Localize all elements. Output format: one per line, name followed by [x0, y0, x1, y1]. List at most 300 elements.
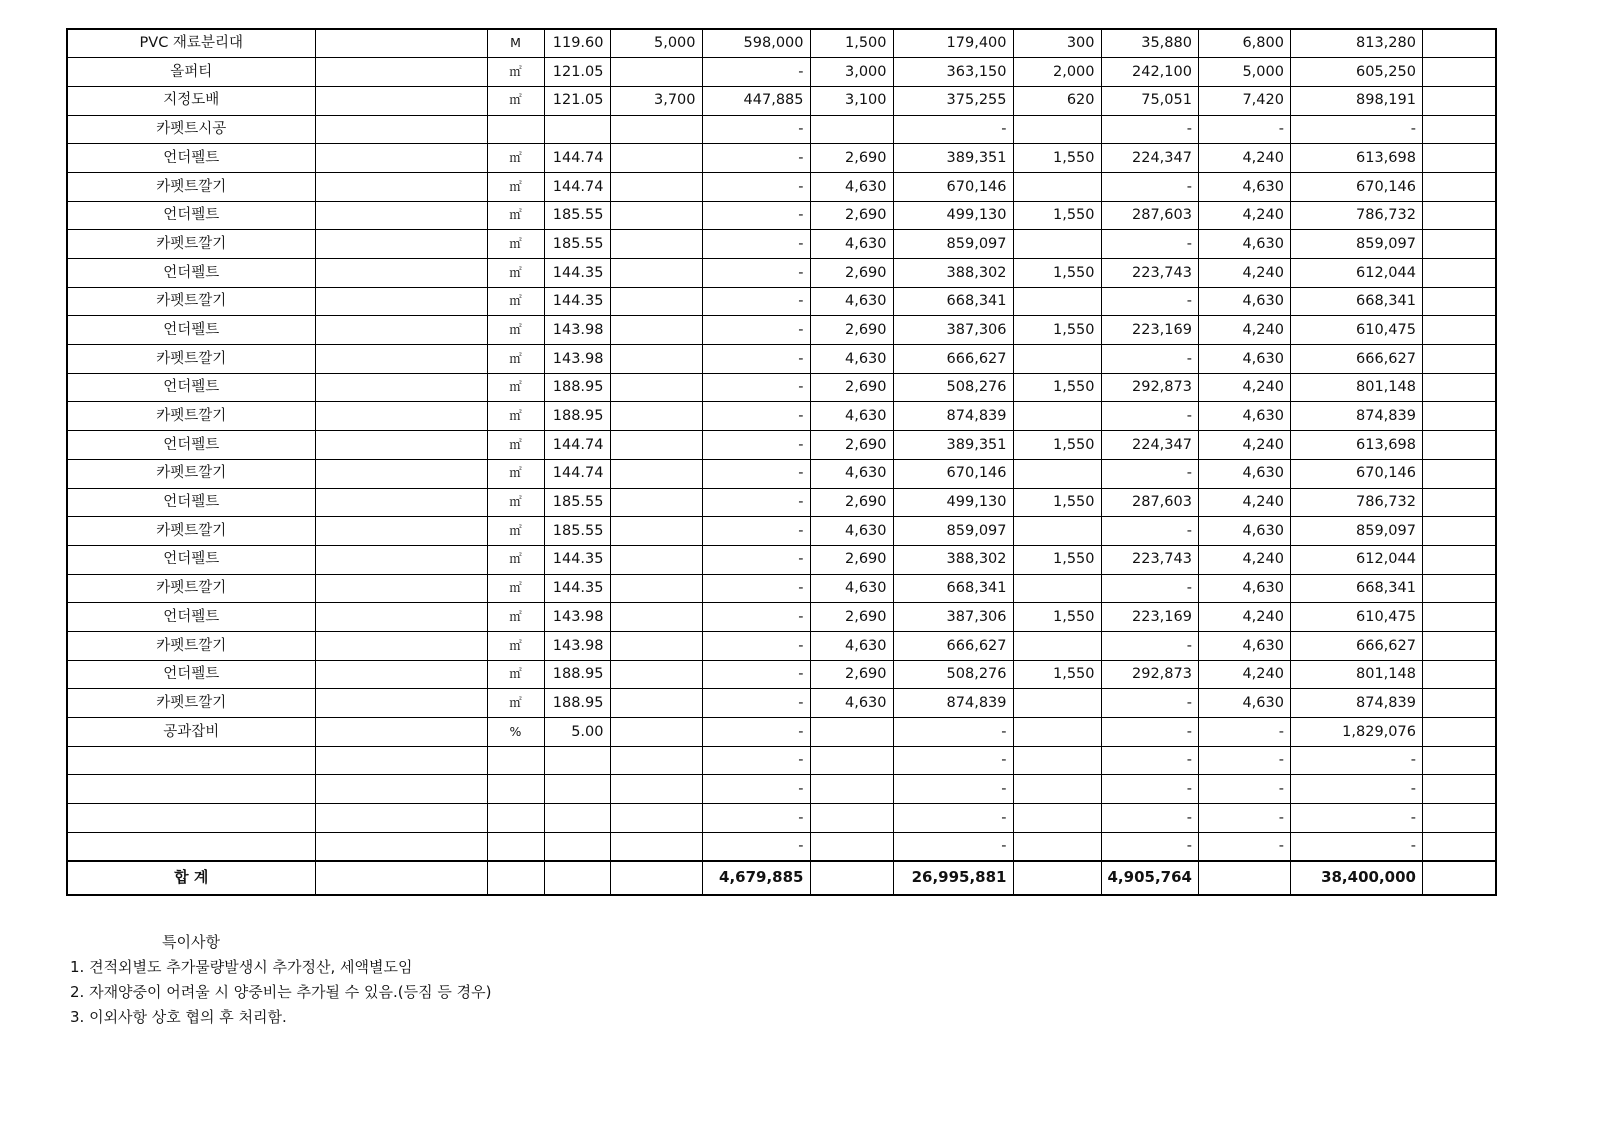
cell-exp-amount: -: [1101, 775, 1198, 804]
cell-total-price: 4,630: [1198, 287, 1290, 316]
cell-lab-price: 4,630: [810, 402, 893, 431]
cell-total-amount: 786,732: [1290, 488, 1422, 517]
cell-exp-amount: -: [1101, 574, 1198, 603]
cell-lab-price: 2,690: [810, 316, 893, 345]
cell-lab-amount: 859,097: [893, 517, 1013, 546]
cell-name: 언더펠트: [67, 660, 315, 689]
cell-unit: [487, 775, 544, 804]
cell-total-amount: -: [1290, 746, 1422, 775]
table-row: [67, 488, 1496, 517]
cell-lab-amount: 668,341: [893, 287, 1013, 316]
cell-mat-price: [610, 804, 702, 833]
cell-total-price: 6,800: [1198, 29, 1290, 58]
table-row: [67, 402, 1496, 431]
cell-exp-price: [1013, 746, 1101, 775]
total-total-price: [1198, 861, 1290, 895]
cell-total-price: 4,240: [1198, 201, 1290, 230]
cell-note: [1422, 201, 1496, 230]
cell-exp-amount: 292,873: [1101, 660, 1198, 689]
cell-note: [1422, 316, 1496, 345]
cell-note: [1422, 545, 1496, 574]
cell-exp-price: 2,000: [1013, 58, 1101, 87]
cell-name: [67, 775, 315, 804]
estimate-table: [66, 28, 1497, 896]
cell-exp-price: [1013, 718, 1101, 747]
cell-note: [1422, 172, 1496, 201]
cell-mat-amount: -: [702, 115, 810, 144]
cell-qty: 143.98: [544, 603, 610, 632]
cell-total-price: 4,240: [1198, 603, 1290, 632]
cell-qty: 144.74: [544, 431, 610, 460]
cell-total-price: 7,420: [1198, 86, 1290, 115]
cell-exp-amount: -: [1101, 172, 1198, 201]
cell-spec: [315, 402, 487, 431]
cell-total-amount: 668,341: [1290, 287, 1422, 316]
cell-mat-price: [610, 115, 702, 144]
cell-exp-amount: 223,169: [1101, 603, 1198, 632]
cell-note: [1422, 230, 1496, 259]
cell-unit: ㎡: [487, 660, 544, 689]
cell-qty: [544, 115, 610, 144]
cell-note: [1422, 373, 1496, 402]
cell-exp-amount: 223,743: [1101, 259, 1198, 288]
cell-lab-price: 2,690: [810, 144, 893, 173]
table-row: [67, 574, 1496, 603]
cell-note: [1422, 287, 1496, 316]
cell-exp-price: 1,550: [1013, 373, 1101, 402]
total-unit: [487, 861, 544, 895]
table-row: [67, 775, 1496, 804]
cell-unit: ㎡: [487, 545, 544, 574]
cell-unit: [487, 832, 544, 861]
cell-exp-amount: -: [1101, 287, 1198, 316]
cell-note: [1422, 689, 1496, 718]
cell-unit: ㎡: [487, 488, 544, 517]
cell-spec: [315, 545, 487, 574]
cell-exp-amount: -: [1101, 689, 1198, 718]
cell-spec: [315, 832, 487, 861]
cell-unit: ㎡: [487, 201, 544, 230]
table-row: [67, 86, 1496, 115]
cell-name: 언더펠트: [67, 431, 315, 460]
cell-qty: 119.60: [544, 29, 610, 58]
cell-note: [1422, 574, 1496, 603]
cell-mat-amount: -: [702, 373, 810, 402]
cell-spec: [315, 775, 487, 804]
cell-name: 언더펠트: [67, 144, 315, 173]
cell-unit: ㎡: [487, 230, 544, 259]
cell-exp-price: 1,550: [1013, 144, 1101, 173]
cell-exp-price: [1013, 345, 1101, 374]
cell-exp-price: [1013, 402, 1101, 431]
cell-name: 공과잡비: [67, 718, 315, 747]
cell-mat-price: [610, 775, 702, 804]
table-row: [67, 316, 1496, 345]
cell-total-price: 4,240: [1198, 660, 1290, 689]
total-spec: [315, 861, 487, 895]
cell-total-amount: 613,698: [1290, 144, 1422, 173]
cell-mat-amount: -: [702, 431, 810, 460]
cell-mat-price: [610, 259, 702, 288]
cell-note: [1422, 345, 1496, 374]
cell-qty: 188.95: [544, 402, 610, 431]
cell-name: 언더펠트: [67, 603, 315, 632]
cell-qty: 185.55: [544, 488, 610, 517]
cell-lab-amount: 874,839: [893, 689, 1013, 718]
cell-note: [1422, 58, 1496, 87]
cell-mat-price: [610, 287, 702, 316]
table-row: [67, 660, 1496, 689]
cell-total-price: -: [1198, 718, 1290, 747]
table-row: [67, 804, 1496, 833]
cell-mat-amount: 447,885: [702, 86, 810, 115]
cell-spec: [315, 517, 487, 546]
cell-mat-price: [610, 459, 702, 488]
cell-lab-price: 4,630: [810, 287, 893, 316]
cell-mat-price: [610, 172, 702, 201]
cell-mat-price: [610, 631, 702, 660]
cell-mat-amount: -: [702, 832, 810, 861]
cell-name: 카펫트깔기: [67, 459, 315, 488]
cell-spec: [315, 58, 487, 87]
cell-note: [1422, 259, 1496, 288]
cell-spec: [315, 431, 487, 460]
total-qty: [544, 861, 610, 895]
cell-mat-price: [610, 431, 702, 460]
cell-spec: [315, 345, 487, 374]
cell-mat-price: [610, 488, 702, 517]
cell-mat-amount: -: [702, 459, 810, 488]
cell-unit: ㎡: [487, 689, 544, 718]
total-grand-amount: 38,400,000: [1290, 861, 1422, 895]
cell-lab-price: 4,630: [810, 517, 893, 546]
cell-name: PVC 재료분리대: [67, 29, 315, 58]
cell-exp-amount: -: [1101, 345, 1198, 374]
cell-name: 카펫트깔기: [67, 689, 315, 718]
cell-total-price: 4,630: [1198, 230, 1290, 259]
total-mat-price: [610, 861, 702, 895]
cell-note: [1422, 603, 1496, 632]
cell-name: 언더펠트: [67, 316, 315, 345]
cell-name: 카펫트깔기: [67, 230, 315, 259]
table-row: [67, 144, 1496, 173]
cell-note: [1422, 488, 1496, 517]
table-row: [67, 201, 1496, 230]
cell-name: [67, 746, 315, 775]
cell-spec: [315, 603, 487, 632]
cell-spec: [315, 172, 487, 201]
cell-total-amount: 612,044: [1290, 545, 1422, 574]
cell-mat-amount: -: [702, 230, 810, 259]
cell-total-amount: 874,839: [1290, 689, 1422, 718]
cell-unit: ㎡: [487, 402, 544, 431]
cell-lab-amount: 668,341: [893, 574, 1013, 603]
cell-exp-amount: -: [1101, 230, 1198, 259]
cell-mat-amount: -: [702, 259, 810, 288]
cell-qty: 185.55: [544, 201, 610, 230]
cell-mat-price: [610, 718, 702, 747]
cell-lab-amount: 363,150: [893, 58, 1013, 87]
cell-note: [1422, 775, 1496, 804]
cell-lab-amount: 499,130: [893, 488, 1013, 517]
cell-note: [1422, 115, 1496, 144]
cell-lab-amount: 508,276: [893, 660, 1013, 689]
cell-lab-price: 4,630: [810, 631, 893, 660]
cell-mat-amount: -: [702, 316, 810, 345]
cell-total-price: 4,630: [1198, 689, 1290, 718]
total-exp-price: [1013, 861, 1101, 895]
cell-spec: [315, 804, 487, 833]
cell-mat-amount: -: [702, 689, 810, 718]
cell-exp-amount: -: [1101, 804, 1198, 833]
cell-name: 언더펠트: [67, 488, 315, 517]
cell-exp-price: [1013, 115, 1101, 144]
table-row: [67, 631, 1496, 660]
cell-lab-price: [810, 804, 893, 833]
cell-exp-price: 1,550: [1013, 660, 1101, 689]
cell-exp-price: 1,550: [1013, 316, 1101, 345]
cell-exp-price: [1013, 230, 1101, 259]
notes-heading: 특이사항: [162, 933, 220, 951]
cell-total-amount: 1,829,076: [1290, 718, 1422, 747]
cell-lab-amount: 387,306: [893, 603, 1013, 632]
cell-qty: 144.35: [544, 574, 610, 603]
cell-mat-price: [610, 402, 702, 431]
cell-total-amount: 610,475: [1290, 316, 1422, 345]
cell-exp-amount: -: [1101, 115, 1198, 144]
cell-exp-amount: 292,873: [1101, 373, 1198, 402]
cell-mat-price: [610, 660, 702, 689]
cell-spec: [315, 373, 487, 402]
cell-total-price: 4,630: [1198, 517, 1290, 546]
cell-unit: ㎡: [487, 603, 544, 632]
cell-lab-price: [810, 746, 893, 775]
cell-unit: ㎡: [487, 345, 544, 374]
cell-lab-amount: 387,306: [893, 316, 1013, 345]
cell-qty: 143.98: [544, 345, 610, 374]
cell-spec: [315, 115, 487, 144]
cell-mat-amount: -: [702, 718, 810, 747]
cell-name: 카펫트깔기: [67, 287, 315, 316]
cell-mat-price: [610, 545, 702, 574]
cell-mat-amount: -: [702, 287, 810, 316]
cell-spec: [315, 86, 487, 115]
cell-name: 카펫트시공: [67, 115, 315, 144]
cell-qty: [544, 832, 610, 861]
table-row: [67, 287, 1496, 316]
cell-qty: 144.74: [544, 459, 610, 488]
cell-spec: [315, 259, 487, 288]
cell-total-amount: -: [1290, 832, 1422, 861]
cell-lab-amount: 859,097: [893, 230, 1013, 259]
cell-mat-price: [610, 689, 702, 718]
cell-mat-price: [610, 746, 702, 775]
table-row: [67, 172, 1496, 201]
cell-name: 언더펠트: [67, 373, 315, 402]
cell-qty: 144.35: [544, 287, 610, 316]
cell-total-price: 4,630: [1198, 574, 1290, 603]
cell-qty: [544, 804, 610, 833]
cell-spec: [315, 29, 487, 58]
table-row: [67, 29, 1496, 58]
cell-total-amount: 874,839: [1290, 402, 1422, 431]
cell-lab-price: 4,630: [810, 689, 893, 718]
cell-lab-amount: 666,627: [893, 345, 1013, 374]
notes-section: [70, 930, 491, 1030]
cell-unit: ㎡: [487, 517, 544, 546]
cell-exp-amount: 224,347: [1101, 431, 1198, 460]
cell-lab-amount: 670,146: [893, 459, 1013, 488]
cell-total-price: -: [1198, 746, 1290, 775]
cell-mat-amount: 598,000: [702, 29, 810, 58]
cell-spec: [315, 689, 487, 718]
cell-qty: 185.55: [544, 230, 610, 259]
cell-name: 카펫트깔기: [67, 172, 315, 201]
cell-total-price: 5,000: [1198, 58, 1290, 87]
cell-mat-amount: -: [702, 345, 810, 374]
cell-unit: ㎡: [487, 287, 544, 316]
table-row: [67, 259, 1496, 288]
cell-mat-amount: -: [702, 58, 810, 87]
cell-mat-amount: -: [702, 775, 810, 804]
cell-mat-amount: -: [702, 660, 810, 689]
cell-mat-amount: -: [702, 144, 810, 173]
cell-lab-price: 4,630: [810, 230, 893, 259]
cell-lab-amount: 375,255: [893, 86, 1013, 115]
cell-lab-price: [810, 775, 893, 804]
cell-total-price: 4,240: [1198, 144, 1290, 173]
cell-exp-price: [1013, 517, 1101, 546]
cell-total-price: 4,240: [1198, 545, 1290, 574]
cell-note: [1422, 660, 1496, 689]
cell-note: [1422, 459, 1496, 488]
cell-note: [1422, 402, 1496, 431]
total-exp-amount: 4,905,764: [1101, 861, 1198, 895]
cell-total-amount: 859,097: [1290, 230, 1422, 259]
cell-total-amount: 801,148: [1290, 660, 1422, 689]
cell-qty: [544, 746, 610, 775]
table-row: [67, 718, 1496, 747]
cell-spec: [315, 746, 487, 775]
cell-exp-amount: 224,347: [1101, 144, 1198, 173]
cell-lab-amount: 179,400: [893, 29, 1013, 58]
cell-lab-price: 4,630: [810, 459, 893, 488]
cell-exp-amount: 223,743: [1101, 545, 1198, 574]
cell-lab-amount: 388,302: [893, 545, 1013, 574]
cell-qty: 5.00: [544, 718, 610, 747]
total-mat-amount: 4,679,885: [702, 861, 810, 895]
cell-mat-price: [610, 144, 702, 173]
cell-exp-price: [1013, 832, 1101, 861]
cell-exp-amount: 223,169: [1101, 316, 1198, 345]
cell-lab-price: 2,690: [810, 488, 893, 517]
table-row: [67, 603, 1496, 632]
table-row: [67, 689, 1496, 718]
cell-unit: ㎡: [487, 259, 544, 288]
cell-exp-amount: -: [1101, 459, 1198, 488]
cell-name: 언더펠트: [67, 259, 315, 288]
cell-lab-price: 2,690: [810, 603, 893, 632]
cell-exp-amount: 287,603: [1101, 201, 1198, 230]
cell-lab-amount: 388,302: [893, 259, 1013, 288]
cell-note: [1422, 804, 1496, 833]
cell-note: [1422, 431, 1496, 460]
cell-spec: [315, 316, 487, 345]
cell-note: [1422, 832, 1496, 861]
table-row: [67, 746, 1496, 775]
cell-spec: [315, 631, 487, 660]
total-row: [67, 861, 1496, 895]
cell-mat-amount: -: [702, 517, 810, 546]
cell-unit: ㎡: [487, 172, 544, 201]
cell-qty: 144.74: [544, 172, 610, 201]
cell-total-amount: 813,280: [1290, 29, 1422, 58]
cell-name: 언더펠트: [67, 545, 315, 574]
cell-exp-amount: 75,051: [1101, 86, 1198, 115]
cell-exp-amount: 242,100: [1101, 58, 1198, 87]
cell-mat-price: [610, 373, 702, 402]
cell-lab-price: 4,630: [810, 172, 893, 201]
table-row: [67, 373, 1496, 402]
cell-note: [1422, 29, 1496, 58]
cell-unit: %: [487, 718, 544, 747]
cell-total-amount: 605,250: [1290, 58, 1422, 87]
cell-qty: 144.74: [544, 144, 610, 173]
cell-qty: 188.95: [544, 689, 610, 718]
cell-total-price: 4,630: [1198, 345, 1290, 374]
cell-mat-price: [610, 201, 702, 230]
cell-total-price: -: [1198, 775, 1290, 804]
cell-lab-price: 2,690: [810, 259, 893, 288]
cell-total-price: 4,630: [1198, 402, 1290, 431]
cell-mat-price: [610, 345, 702, 374]
cell-name: 카펫트깔기: [67, 345, 315, 374]
table-row: [67, 545, 1496, 574]
cell-spec: [315, 459, 487, 488]
cell-unit: [487, 115, 544, 144]
cell-name: 지정도배: [67, 86, 315, 115]
cell-exp-amount: -: [1101, 832, 1198, 861]
cell-exp-price: 1,550: [1013, 201, 1101, 230]
cell-lab-price: 3,000: [810, 58, 893, 87]
cell-mat-price: [610, 517, 702, 546]
cell-unit: [487, 804, 544, 833]
cell-total-price: 4,240: [1198, 259, 1290, 288]
cell-total-price: 4,630: [1198, 172, 1290, 201]
cell-exp-price: [1013, 775, 1101, 804]
cell-note: [1422, 517, 1496, 546]
table-row: [67, 115, 1496, 144]
cell-mat-amount: -: [702, 545, 810, 574]
cell-lab-amount: -: [893, 115, 1013, 144]
total-label: 합 계: [67, 861, 315, 895]
cell-mat-price: [610, 603, 702, 632]
cell-unit: ㎡: [487, 86, 544, 115]
cell-exp-price: 300: [1013, 29, 1101, 58]
cell-exp-amount: -: [1101, 746, 1198, 775]
cell-lab-price: 4,630: [810, 345, 893, 374]
table-row: [67, 230, 1496, 259]
cell-lab-price: 4,630: [810, 574, 893, 603]
cell-unit: ㎡: [487, 316, 544, 345]
cell-lab-amount: -: [893, 832, 1013, 861]
cell-spec: [315, 230, 487, 259]
cell-spec: [315, 144, 487, 173]
cell-exp-price: [1013, 804, 1101, 833]
cell-lab-price: 2,690: [810, 201, 893, 230]
table-row: [67, 517, 1496, 546]
cell-lab-price: 1,500: [810, 29, 893, 58]
